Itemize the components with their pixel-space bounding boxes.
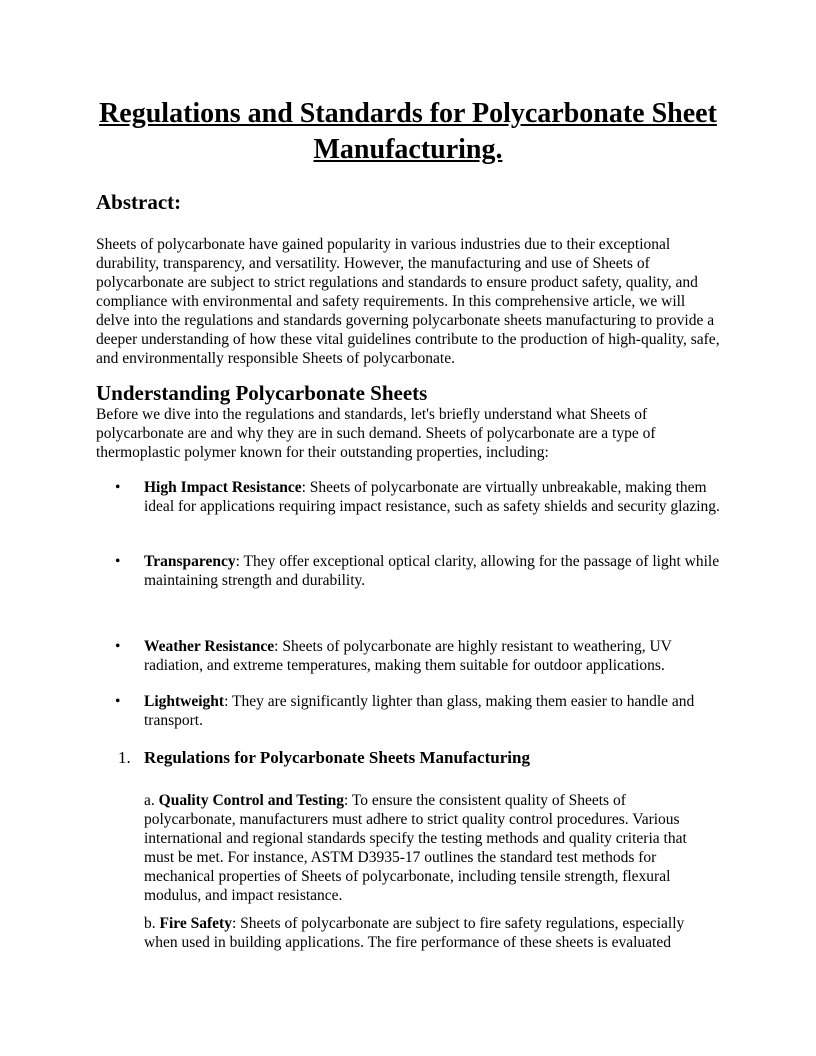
regulations-heading-text: Regulations for Polycarbonate Sheets Manufacturing [144, 748, 530, 767]
bullet-icon: • [115, 638, 121, 655]
item-text: : Sheets of polycarbonate are subject to fire safety regulations, especially when used in building applications. The fire performance of these sheets is evaluated [144, 915, 685, 951]
list-number: 1. [118, 748, 131, 767]
bullet-text: : They offer exceptional optical clarity, allowing for the passage of light while maintaining strength and durability. [144, 553, 720, 589]
abstract-paragraph: Sheets of polycarbonate have gained popularity in various industries due to their exceptional durability, transparency, and versatility. However, the manufacturing and use of Sheets of polycarbonate are subject to strict regulations and standards to ensure product safety, quality, and compliance with environmental and safety requirements. In this comprehensive article, we will delve into the regulations and standards governing polycarbonate sheets manufacturing to provide a deeper understanding of how these vital guidelines contribute to the production of high-quality, safe, and environmentally responsible Sheets of polycarbonate. [96, 236, 720, 367]
item-prefix: b. [144, 915, 160, 932]
bullet-item [96, 692, 720, 730]
bullet-text: : Sheets of polycarbonate are highly resistant to weathering, UV radiation, and extreme temperatures, making them suitable for outdoor applications. [144, 638, 672, 674]
item-term: Quality Control and Testing [158, 792, 344, 809]
regulations-heading [96, 747, 720, 769]
bullet-icon: • [115, 479, 121, 496]
item-text: : To ensure the consistent quality of Sheets of polycarbonate, manufacturers must adhere to strict quality control procedures. Various international and regional standards specify the testing methods and quality criteria that must be met. For instance, ASTM D3935-17 outlines the standard test methods for mechanical properties of Sheets of polycarbonate, including tensile strength, flexural modulus, and impact resistance. [144, 792, 687, 904]
bullet-term: Lightweight [144, 693, 225, 710]
regulation-item [144, 791, 720, 905]
understanding-heading: Understanding Polycarbonate Sheets [96, 381, 428, 405]
bullet-item [96, 637, 720, 675]
item-term: Fire Safety [159, 915, 232, 932]
bullet-term: Transparency [144, 553, 236, 570]
document-page [96, 96, 720, 951]
bullet-item [96, 478, 720, 516]
abstract-heading: Abstract: [96, 190, 182, 214]
bullet-term: High Impact Resistance [144, 479, 302, 496]
bullet-text: : Sheets of polycarbonate are virtually unbreakable, making them ideal for applications requiring impact resistance, such as safety shields and security glazing. [144, 479, 720, 515]
bullet-text: : They are significantly lighter than glass, making them easier to handle and transport. [144, 693, 695, 729]
bullet-item [96, 552, 720, 590]
bullet-icon: • [115, 553, 121, 570]
item-prefix: a. [144, 792, 159, 809]
bullet-term: Weather Resistance [144, 638, 275, 655]
regulation-item [144, 914, 720, 952]
bullet-icon: • [115, 693, 121, 710]
understanding-paragraph: Before we dive into the regulations and standards, let's briefly understand what Sheets of polycarbonate are and why they are in such demand. Sheets of polycarbonate are a type of thermoplastic polymer known for their outstanding properties, including: [96, 406, 656, 461]
document-title: Regulations and Standards for Polycarbonate Sheet Manufacturing. [99, 98, 717, 165]
